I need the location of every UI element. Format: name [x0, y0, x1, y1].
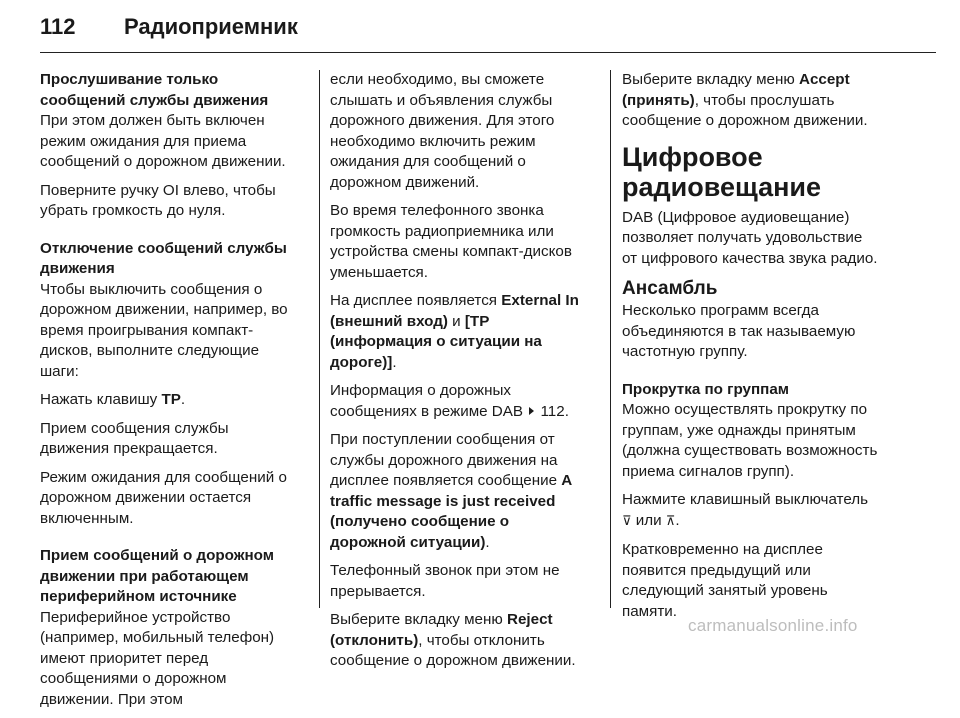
section-heading: Прослушивание только сообщений службы движения: [40, 71, 269, 109]
paragraph: Поверните ручку OI влево, чтобы убрать громкость до нуля.: [40, 181, 276, 219]
column-divider: [610, 70, 611, 608]
seek-up-icon: ⊼: [665, 513, 676, 529]
seek-down-icon: ⊽: [622, 513, 632, 529]
paragraph: На дисплее появляется External In (внешний вход) и [TP (информация о ситуации на дороге)].: [330, 292, 579, 371]
paragraph: При этом должен быть включен режим ожидания для приема сообщений о дорожном движении.: [40, 112, 286, 170]
paragraph: Выберите вкладку меню Reject (отклонить), чтобы отклонить сообщение о дорожном движении.: [330, 611, 576, 669]
section-heading: Прокрутка по группам: [622, 380, 790, 398]
page-header: [40, 14, 298, 50]
paragraph: При поступлении сообщения от службы дорожного движения на дисплее появляется сообщение A traffic message is just received (получено сообщение о дорожной ситуации).: [330, 431, 572, 551]
page-reference-icon: [529, 407, 534, 415]
page-title: Радиоприемник: [124, 14, 298, 39]
chapter-heading: Цифровое радиовещание: [622, 141, 822, 202]
column-1: [40, 70, 298, 718]
paragraph: Чтобы выключить сообщения о дорожном движении, например, во время проигрывания компакт-дисков, выполните следующие шаги:: [40, 280, 288, 380]
column-3: [622, 70, 880, 630]
paragraph: Кратковременно на дисплее появится предыдущий или следующий занятый уровень памяти.: [622, 541, 828, 620]
column-2: [330, 70, 588, 680]
paragraph: Нажмите клавишный выключатель ⊽ или ⊼.: [622, 491, 869, 529]
paragraph: если необходимо, вы сможете слышать и объявления службы дорожного движения. Для этого необходимо включить режим ожидания для сообщений о дорожном движений.: [330, 71, 555, 191]
paragraph: Информация о дорожных сообщениях в режиме DAB 112.: [330, 382, 569, 420]
paragraph: Можно осуществлять прокрутку по группам, уже однажды принятым (должна существовать возможность приема сигналов групп).: [622, 401, 878, 480]
page-reference[interactable]: 112.: [540, 402, 569, 420]
paragraph: Во время телефонного звонка громкость радиоприемника или устройства смены компакт-дисков уменьшается.: [330, 202, 572, 281]
paragraph: Прием сообщения службы движения прекращается.: [40, 419, 229, 457]
section-heading: Прием сообщений о дорожном движении при работающем периферийном источнике: [40, 547, 274, 605]
header-rule: [40, 52, 936, 53]
page-number: 112: [40, 14, 76, 39]
subsection-heading: Ансамбль: [622, 278, 718, 299]
paragraph: Нажать клавишу TP.: [40, 391, 186, 408]
paragraph: DAB (Цифровое аудиовещание) позволяет получать удовольствие от цифрового качества звука радио.: [622, 208, 878, 267]
paragraph: Периферийное устройство (например, мобильный телефон) имеют приоритет перед сообщениями о дорожном движении. При этом: [40, 608, 275, 708]
paragraph: Телефонный звонок при этом не прерывается.: [330, 562, 560, 600]
paragraph: Режим ожидания для сообщений о дорожном движении остается включенным.: [40, 468, 287, 527]
section-heading: Отключение сообщений службы движения: [40, 239, 287, 277]
paragraph: Выберите вкладку меню Accept (принять), чтобы прослушать сообщение о дорожном движении.: [622, 71, 868, 129]
tp-key-label: TP: [161, 391, 181, 408]
paragraph: Несколько программ всегда объединяются в так называемую частотную группу.: [622, 302, 856, 360]
watermark: carmanualsonline.info: [688, 616, 858, 635]
column-divider: [319, 70, 320, 608]
